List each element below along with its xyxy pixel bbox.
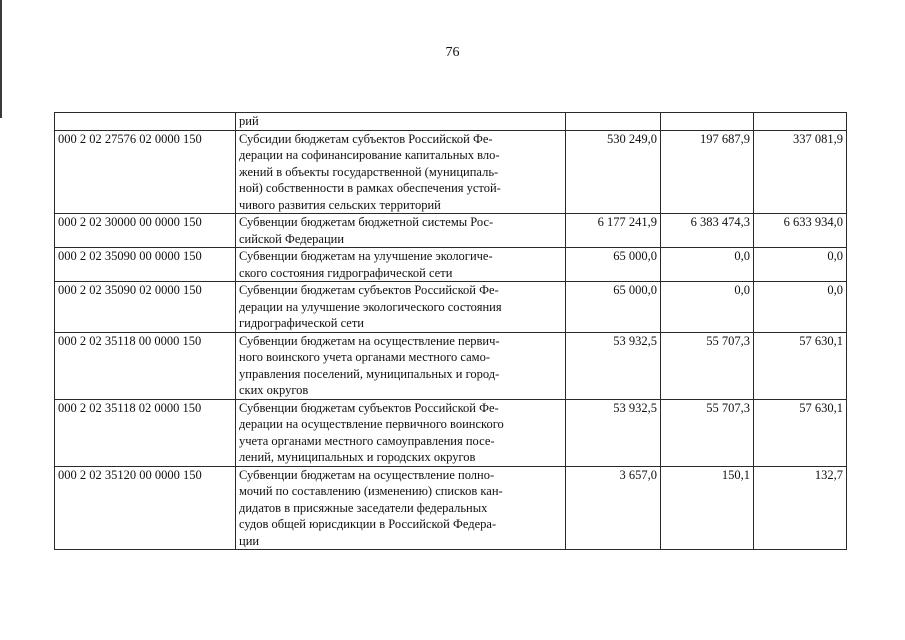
table-row — [55, 332, 847, 399]
row-value-2: 0,0 — [661, 248, 754, 282]
description-line: Субсидии бюджетам субъектов Российской Фе- — [239, 131, 493, 146]
row-value-1: 530 249,0 — [566, 130, 661, 214]
table-row — [55, 282, 847, 333]
row-code: 000 2 02 35118 00 0000 150 — [55, 332, 236, 399]
row-description — [236, 332, 566, 399]
row-value-2: 0,0 — [661, 282, 754, 333]
table-row — [55, 248, 847, 282]
row-value-1: 65 000,0 — [566, 248, 661, 282]
row-value-3: 132,7 — [754, 466, 847, 550]
description-line: ского состояния гидрографической сети — [239, 265, 453, 280]
description-line: дерации на улучшение экологического состояния — [239, 299, 502, 314]
description-line: Субвенции бюджетам на осуществление первич- — [239, 333, 500, 348]
description-line: дерации на осуществление первичного воинского — [239, 417, 504, 431]
description-line: лений, муниципальных и городских округов — [239, 450, 476, 464]
row-description — [236, 113, 566, 131]
description-line: Субвенции бюджетам бюджетной системы Рос- — [239, 215, 494, 229]
description-line: ного воинского учета органами местного само- — [239, 350, 490, 364]
row-value-3 — [754, 113, 847, 131]
description-line: сийской Федерации — [239, 231, 345, 246]
row-description — [236, 282, 566, 333]
row-value-2: 55 707,3 — [661, 399, 754, 466]
row-value-2 — [661, 113, 754, 131]
description-line: Субвенции бюджетам на осуществление полно- — [239, 467, 495, 482]
row-code: 000 2 02 35090 00 0000 150 — [55, 248, 236, 282]
row-description — [236, 399, 566, 466]
description-line: ции — [239, 533, 260, 548]
page-number: 76 — [445, 45, 460, 60]
row-description — [236, 248, 566, 282]
table-row — [55, 130, 847, 214]
row-code: 000 2 02 35118 02 0000 150 — [55, 399, 236, 466]
row-value-3: 337 081,9 — [754, 130, 847, 214]
description-line: чивого развития сельских территорий — [239, 197, 441, 212]
row-code: 000 2 02 35090 02 0000 150 — [55, 282, 236, 333]
row-value-2: 55 707,3 — [661, 332, 754, 399]
row-code: 000 2 02 27576 02 0000 150 — [55, 130, 236, 214]
row-description — [236, 466, 566, 550]
table-row — [55, 113, 847, 131]
description-line: судов общей юрисдикции в Российской Федера- — [239, 517, 497, 531]
row-value-1: 3 657,0 — [566, 466, 661, 550]
description-line: мочий по составлению (изменению) списков кан- — [239, 484, 503, 498]
row-value-1: 65 000,0 — [566, 282, 661, 333]
row-value-1: 6 177 241,9 — [566, 214, 661, 248]
description-line: Субвенции бюджетам субъектов Российской Фе- — [239, 283, 499, 297]
description-line: рий — [239, 114, 259, 128]
row-value-3: 0,0 — [754, 282, 847, 333]
description-line: гидрографической сети — [239, 316, 364, 330]
row-code — [55, 113, 236, 131]
row-value-2: 197 687,9 — [661, 130, 754, 214]
description-line: ной) собственности в рамках обеспечения устой- — [239, 181, 501, 195]
row-code: 000 2 02 30000 00 0000 150 — [55, 214, 236, 248]
description-line: Субвенции бюджетам на улучшение экологиче- — [239, 249, 493, 263]
row-value-2: 6 383 474,3 — [661, 214, 754, 248]
description-line: дерации на софинансирование капитальных вло- — [239, 148, 500, 162]
row-code: 000 2 02 35120 00 0000 150 — [55, 466, 236, 550]
row-value-3: 0,0 — [754, 248, 847, 282]
description-line: управления поселений, муниципальных и город- — [239, 366, 500, 381]
description-line: дидатов в присяжные заседатели федеральных — [239, 500, 488, 515]
row-value-3: 57 630,1 — [754, 332, 847, 399]
row-description — [236, 130, 566, 214]
row-value-1: 53 932,5 — [566, 399, 661, 466]
description-line: Субвенции бюджетам субъектов Российской Фе- — [239, 400, 499, 415]
table-row — [55, 466, 847, 550]
budget-revenue-table — [54, 112, 847, 550]
description-line: ских округов — [239, 383, 309, 397]
row-value-3: 57 630,1 — [754, 399, 847, 466]
row-value-3: 6 633 934,0 — [754, 214, 847, 248]
row-description — [236, 214, 566, 248]
table-row — [55, 399, 847, 466]
description-line: жений в объекты государственной (муниципаль- — [239, 164, 499, 179]
row-value-1: 53 932,5 — [566, 332, 661, 399]
row-value-1 — [566, 113, 661, 131]
description-line: учета органами местного самоуправления посе- — [239, 433, 495, 448]
row-value-2: 150,1 — [661, 466, 754, 550]
table-row — [55, 214, 847, 248]
